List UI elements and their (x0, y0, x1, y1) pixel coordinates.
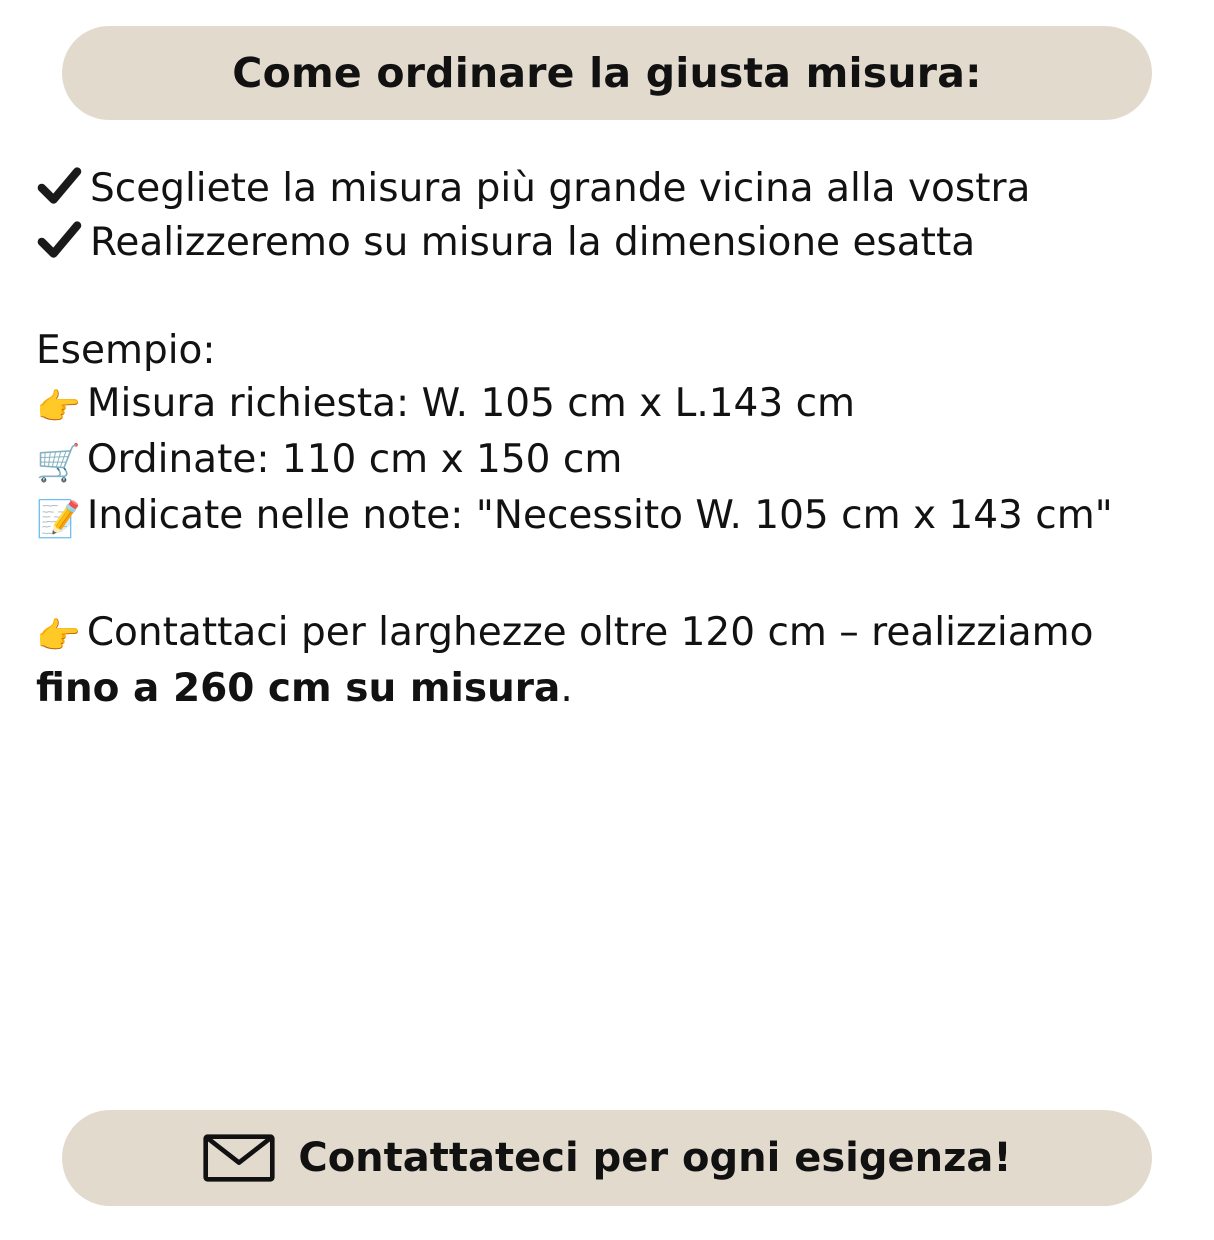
example-row-1-label: Misura richiesta: W. 105 cm x L.143 cm (86, 381, 856, 427)
example-row-3 (36, 489, 1178, 545)
footer-banner[interactable] (62, 1110, 1152, 1206)
example-row-2 (36, 433, 1178, 489)
instructions-body (30, 162, 1184, 716)
bullet-item-1-label: Scegliete la misura più grande vicina alla vostra (90, 166, 1031, 211)
infographic-page (0, 26, 1214, 1240)
example-label: Esempio: (36, 327, 216, 373)
bullet-item-2 (36, 216, 1178, 270)
bullet-item-1 (36, 162, 1178, 216)
contact-note-highlight: fino a 260 cm su misura (36, 666, 561, 712)
pointing-hand-icon: 👉 (36, 387, 81, 429)
contact-note-text: Contattaci per larghezze oltre 120 cm – realizziamo (86, 610, 1094, 656)
footer-title: Contattateci per ogni esigenza! (298, 1135, 1012, 1181)
spacer (36, 544, 1178, 606)
check-icon (36, 166, 82, 206)
bullet-item-2-label: Realizzeremo su misura la dimensione esatta (90, 219, 976, 265)
example-row-3-label: Indicate nelle note: "Necessito W. 105 cm x 143 cm" (86, 492, 1113, 538)
page-title: Come ordinare la giusta misura: (232, 49, 982, 97)
check-icon (36, 220, 82, 260)
spacer (36, 270, 1178, 324)
example-row-1 (36, 377, 1178, 433)
pointing-hand-icon: 👉 (36, 616, 81, 658)
memo-icon: 📝 (36, 498, 81, 540)
shopping-cart-icon: 🛒 (36, 443, 81, 485)
contact-note (36, 606, 1178, 715)
header-banner (62, 26, 1152, 120)
contact-note-suffix: . (560, 666, 573, 712)
envelope-icon (202, 1132, 276, 1184)
example-row-2-label: Ordinate: 110 cm x 150 cm (86, 437, 623, 483)
